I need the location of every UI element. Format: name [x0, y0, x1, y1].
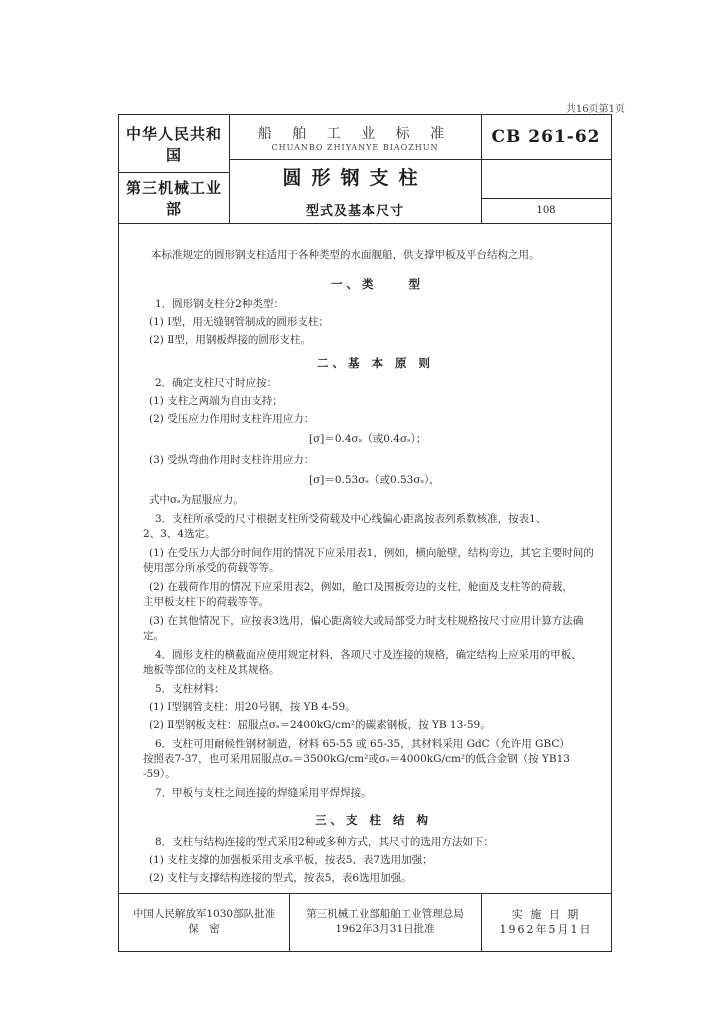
section-1-title: 一、类 型: [331, 277, 424, 291]
clause-8-item-1: (1) 支柱支撑的加强板采用支承平板，按表5、表7选用加强；: [149, 854, 433, 866]
title-block: [229, 159, 481, 223]
clause-3-item-2-line-2: 主甲板支柱下的荷载等等。: [143, 596, 269, 608]
clause-2-item-2: (2) 受压应力作用时支柱许用应力：: [149, 413, 315, 425]
clause-1: 1．圆形钢支柱分2种类型：: [155, 298, 284, 310]
section-3-title: 三、支 柱 结 构: [315, 813, 433, 827]
clause-6-line-1: 6．支柱可用耐候性钢材制造，材料 65-55 或 65-35，其材料采用 GdC（允许用 GBC）: [155, 738, 570, 750]
implementation-label: 实 施 日 期: [511, 908, 581, 921]
clause-2-item-3: (3) 受纵弯曲作用时支柱许用应力：: [149, 454, 315, 466]
clause-3-item-3-line-2: 定。: [143, 630, 164, 642]
blank-cell: [481, 159, 611, 198]
formula-2: [σ]＝0.53σₛ（或0.53σₛ），: [309, 474, 440, 486]
clause-2: 2．确定支柱尺寸时应按：: [155, 377, 278, 389]
clause-4-line-2: 地板等部位的支柱及其规格。: [143, 664, 280, 676]
clause-8: 8．支柱与结构连接的型式采用2种或多种方式，其尺寸的选用方法如下：: [155, 836, 494, 848]
standard-name-block: [229, 115, 481, 159]
standard-name-cn: 船 舶 工 业 标 准: [257, 125, 453, 142]
class-number: 108: [536, 205, 556, 216]
formula-1: [σ]＝0.4σₛ（或0.4σₛ）；: [309, 433, 427, 445]
clause-7: 7．甲板与支柱之间连接的焊缝采用平焊焊接。: [155, 787, 372, 799]
clause-3-line-1: 3．支柱所承受的尺寸根据支柱所受荷载及中心线偏心距离按表列系数核准，按表1、: [155, 513, 547, 525]
clause-3-item-3-line-1: (3) 在其他情况下，应按表3选用，偏心距离较大或局部受力时支柱规格按尺寸应用计算方法确: [149, 615, 584, 627]
issuer-block: [289, 893, 481, 951]
implementation-block: [481, 893, 611, 951]
country-name: 中华人民共和国: [125, 124, 222, 164]
clause-2-item-1: (1) 支柱之两端为自由支持；: [149, 395, 283, 407]
clause-3-item-1-line-1: (1) 在受压力大部分时间作用的情况下应采用表1，例如，横向舱壁，结构旁边，其它主要时间的: [149, 547, 594, 559]
clause-3-item-2-line-1: (2) 在载荷作用的情况下应采用表2，例如，舱口及围板旁边的支柱，舱面及支柱等的荷载，: [149, 581, 573, 593]
implementation-date: 1962年5月1日: [499, 923, 593, 936]
formula-note: 式中σₛ为屈服应力。: [149, 494, 244, 506]
page-number: 共16页第1页: [565, 104, 625, 115]
issuer-date: 1962年3月31日批准: [335, 923, 435, 935]
grid-line: [119, 223, 611, 224]
intro-paragraph: 本标准规定的圆形钢支柱适用于各种类型的水面舰船，供支撑甲板及平台结构之用。: [151, 249, 540, 261]
standard-code: CB 261-62: [491, 127, 601, 147]
issuer-name: 第三机械工业部船舶工业管理总局: [306, 908, 464, 920]
document-title: 圆形钢支柱: [282, 167, 428, 189]
clause-1-item-2: (2) Ⅱ型，用钢板焊接的圆形支柱。: [149, 334, 311, 346]
approval-org: 中国人民解放军1030部队批准: [132, 908, 276, 920]
clause-4-line-1: 4．圆形支柱的横截面应使用规定材料，各项尺寸及连接的规格，确定结构上应采用的甲板、: [155, 649, 582, 661]
clause-1-item-1: (1) Ⅰ型，用无缝钢管制成的圆形支柱；: [149, 316, 329, 328]
clause-5: 5．支柱材料：: [155, 683, 225, 695]
section-2-title: 二、基 本 原 则: [317, 356, 435, 370]
clause-3-line-2: 2、3、4选定。: [143, 528, 216, 540]
approval-block: [119, 893, 289, 951]
clause-5-item-1: (1) Ⅰ型钢管支柱：用20号钢，按 YB 4-59。: [149, 701, 356, 713]
ministry-name: 第三机械工业部: [125, 178, 222, 218]
approval-tag: 保 密: [188, 923, 220, 935]
clause-8-item-2: (2) 支柱与支撑结构连接的型式，按表5，表6选用加强。: [149, 872, 412, 884]
standard-sheet: [118, 114, 612, 952]
clause-5-item-2: (2) Ⅱ型钢板支柱：屈服点σₛ＝2400kG/cm²的碳素钢板，按 YB 13-59。: [149, 719, 491, 731]
clause-6-line-2: 按照表7-37，也可采用屈服点σₛ＝3500kG/cm²或σₛ＝4000kG/cm²的低合金钢（按 YB13: [143, 753, 570, 765]
document-subtitle: 型式及基本尺寸: [305, 204, 404, 219]
standard-name-pinyin: CHUANBO ZHIYANYE BIAOZHUN: [271, 142, 439, 152]
clause-6-line-3: -59）。: [143, 768, 176, 780]
clause-3-item-1-line-2: 使用部分所承受的荷载等等。: [143, 562, 280, 574]
